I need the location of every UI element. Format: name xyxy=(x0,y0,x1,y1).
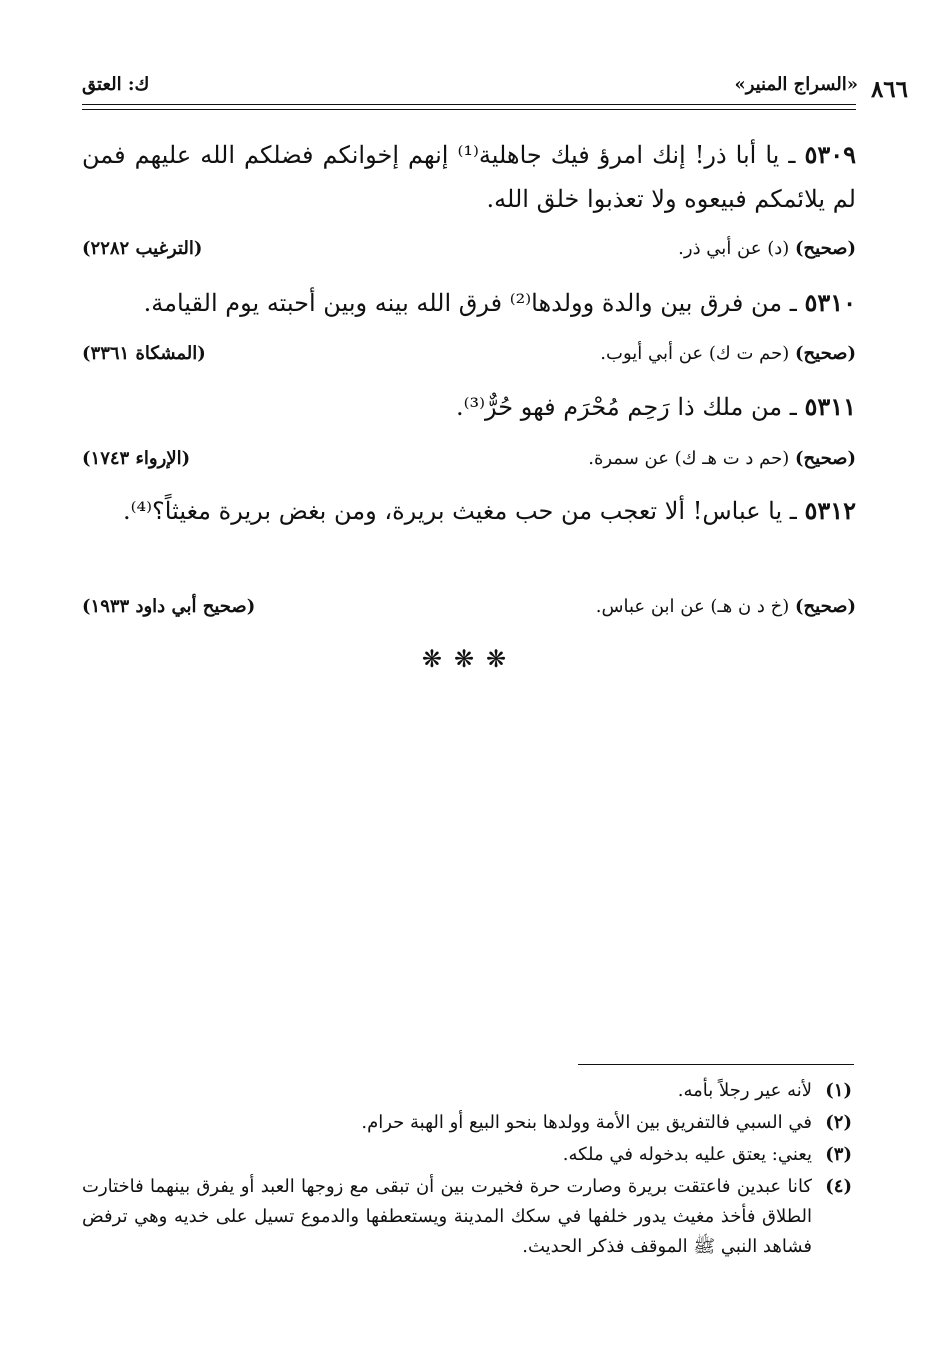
footnote-text: كانا عبدين فاعتقت بريرة وصارت حرة فخيرت بين أن تبقى مع زوجها العبد أو يفرق بينهما فاختارت الطلاق فأخذ مغيث يدور خلفها في سكك المدينة ويستعطفها والدموع تسيل على خديه وهي ترفض فشاهد النبي ﷺ الموقف فذكر الحديث. xyxy=(82,1176,812,1257)
footnote-item xyxy=(82,1076,852,1106)
header-rule-double xyxy=(82,109,856,110)
section-title: ك: العتق xyxy=(82,74,150,95)
reference: (الإرواء ١٧٤٣) xyxy=(82,448,191,469)
footnotes xyxy=(82,1076,852,1264)
hadith-5310 xyxy=(82,281,856,325)
footnote-marker: (٢) xyxy=(825,1112,852,1133)
grade-label: (صحيح) xyxy=(795,448,856,469)
hadith-text: ـ يا عباس! ألا تعجب من حب مغيث بريرة، ومن بغض بريرة مغيثاً؟⁽⁴⁾. xyxy=(123,497,805,525)
footnote-marker: (٤) xyxy=(825,1176,852,1197)
hadith-number: ٥٣١٠ xyxy=(804,288,856,317)
hadith-5311 xyxy=(82,385,856,429)
grade xyxy=(600,343,856,364)
footnote-text: في السبي فالتفريق بين الأمة وولدها بنحو البيع أو الهبة حرام. xyxy=(361,1112,812,1133)
grade-sources: (د) عن أبي ذر. xyxy=(678,238,795,259)
hadith-text: ـ يا أبا ذر! إنك امرؤ فيك جاهلية⁽¹⁾ إنهم إخوانكم فضلكم الله عليهم فمن لم يلائمكم فبيعوه ولا تعذبوا خلق الله. xyxy=(82,141,856,213)
hadith-5312 xyxy=(82,489,856,533)
grade-label: (صحيح) xyxy=(795,343,856,364)
reference: (الترغيب ٢٢٨٢) xyxy=(82,238,203,259)
hadith-number: ٥٣١٢ xyxy=(804,496,856,525)
grade xyxy=(596,596,856,617)
grade-sources: (خ د ن هـ) عن ابن عباس. xyxy=(595,596,795,617)
footnote-item xyxy=(82,1172,852,1262)
grade xyxy=(588,448,856,469)
hadith-text: ـ من فرق بين والدة وولدها⁽²⁾ فرق الله بينه وبين أحبته يوم القيامة. xyxy=(143,289,805,317)
footnote-item xyxy=(82,1108,852,1138)
page-header xyxy=(82,72,908,103)
page-number: ٨٦٦ xyxy=(870,76,908,103)
hadith-5310-grading xyxy=(82,343,856,373)
footnote-separator xyxy=(578,1064,854,1065)
grade-sources: (حم د ت هـ ك) عن سمرة. xyxy=(588,448,795,469)
grade xyxy=(678,238,856,259)
footnote-item xyxy=(82,1140,852,1170)
grade-sources: (حم ت ك) عن أبي أيوب. xyxy=(600,343,795,364)
hadith-number: ٥٣٠٩ xyxy=(804,140,856,169)
running-title: «السراج المنير» xyxy=(734,74,858,95)
footnote-text: يعني: يعتق عليه بدخوله في ملكه. xyxy=(562,1144,812,1165)
grade-label: (صحيح) xyxy=(795,596,856,617)
hadith-5311-grading xyxy=(82,448,856,478)
hadith-5309-grading xyxy=(82,238,856,268)
footnote-text: لأنه عير رجلاً بأمه. xyxy=(677,1080,812,1101)
footnote-marker: (١) xyxy=(825,1080,852,1101)
header-rule xyxy=(82,104,856,105)
hadith-text: ـ من ملك ذا رَحِم مُحْرَم فهو حُرٌّ⁽³⁾. xyxy=(455,393,805,421)
footnote-marker: (٣) xyxy=(825,1144,852,1165)
hadith-number: ٥٣١١ xyxy=(804,392,856,421)
reference: (صحيح أبي داود ١٩٣٣) xyxy=(82,596,256,617)
hadith-5309 xyxy=(82,133,856,221)
grade-label: (صحيح) xyxy=(795,238,856,259)
hadith-5312-grading xyxy=(82,596,856,626)
reference: (المشكاة ٣٣٦١) xyxy=(82,343,206,364)
section-end-ornaments: ❋❋❋ xyxy=(421,645,519,673)
